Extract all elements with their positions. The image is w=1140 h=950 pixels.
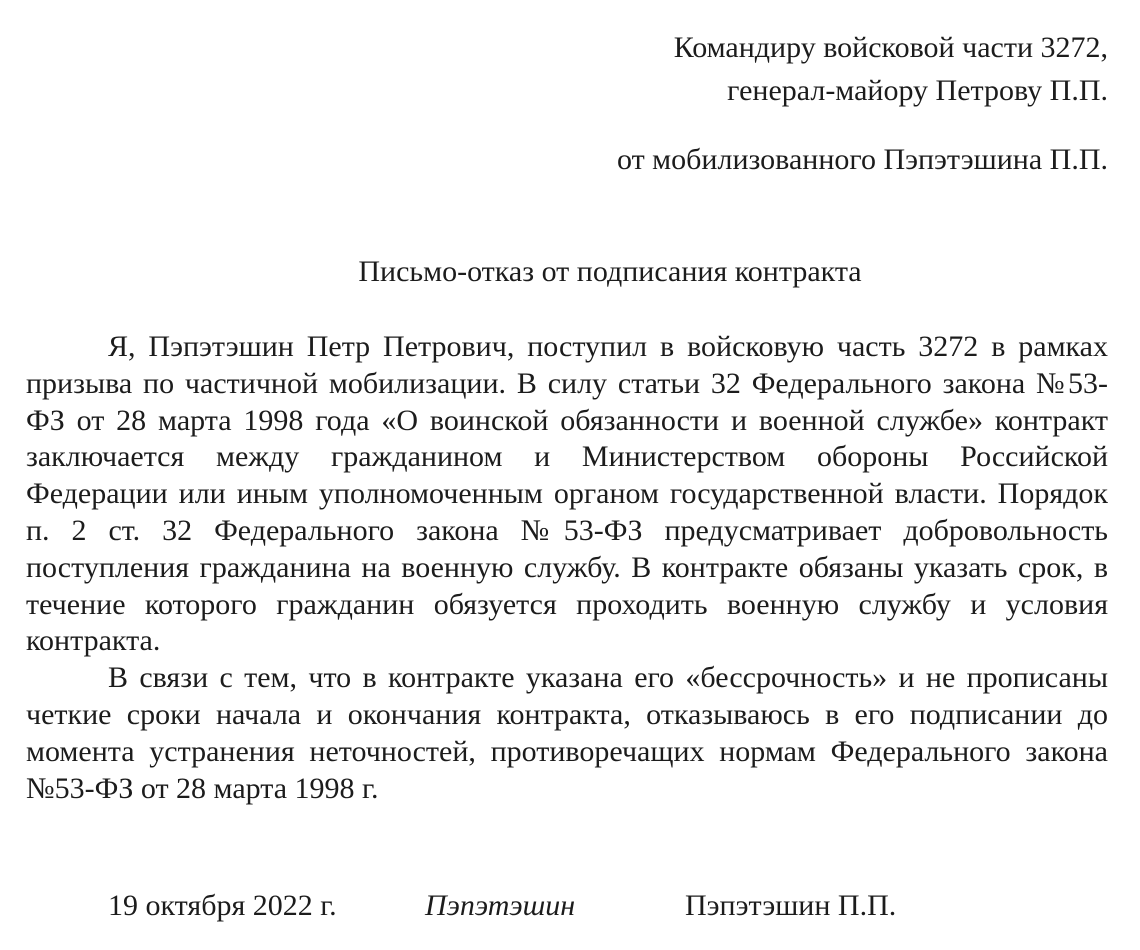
body-paragraph-1: Я, Пэпэтэшин Петр Петрович, поступил в войсковую часть 3272 в рамках призыва по частичной мобилизации. В силу статьи 32 Федерального закона №53-ФЗ от 28 марта 1998 года «О воинской обязанности и военной службе» контракт заключается между гражданином и Министерством обороны Российской Федерации или иным уполномоченным органом государственной власти. Порядок п. 2 ст. 32 Федерального закона №53-ФЗ предусматривает добровольность поступления гражданина на военную службу. В контракте обязаны указать срок, в течение которого гражданин обязуется проходить военную службу и условия контракта. — [26, 330, 1108, 658]
sender-line: от мобилизованного Пэпэтэшина П.П. — [616, 143, 1108, 176]
signature-row — [0, 886, 1140, 930]
addressee-line-1: Командиру войсковой части 3272, — [673, 31, 1108, 64]
addressee-block — [674, 26, 1108, 112]
body-paragraph-2: В связи с тем, что в контракте указана его «бессрочность» и не прописаны четкие сроки начала и окончания контракта, отказываюсь в его подписании до момента устранения неточностей, противоречащих нормам Федерального закона №53-ФЗ от 28 марта 1998 г. — [26, 661, 1108, 805]
signature-date: 19 октября 2022 г. — [108, 889, 337, 922]
letter-body — [26, 329, 1108, 807]
signatory-name: Пэпэтэшин П.П. — [685, 889, 897, 922]
document-title: Письмо-отказ от подписания контракта — [358, 255, 862, 288]
handwritten-signature: Пэпэтэшин — [425, 889, 576, 922]
addressee-line-2: генерал-майору Петрову П.П. — [727, 74, 1108, 107]
